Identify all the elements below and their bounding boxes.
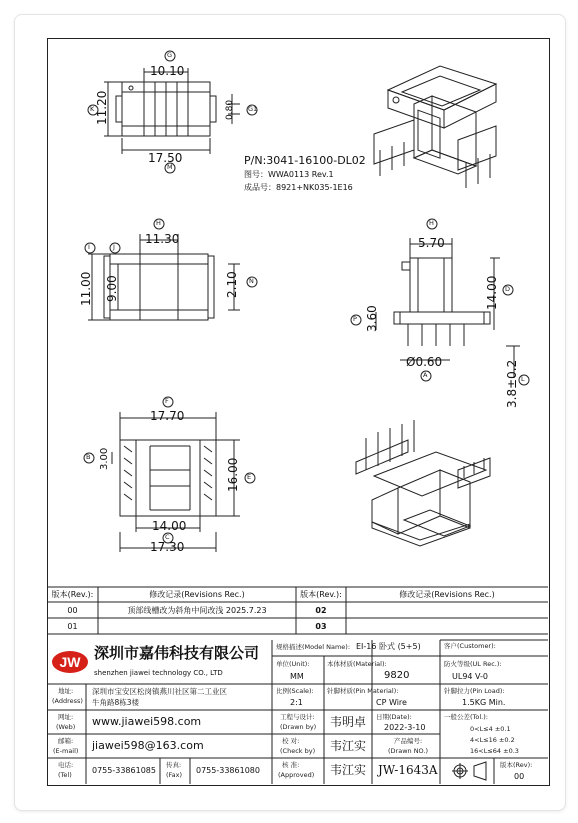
marker-h: H: [156, 219, 161, 227]
dim-side-inner: 9.00: [105, 275, 119, 302]
company-name-cn: 深圳市嘉伟科技有限公司: [94, 644, 260, 662]
rev-row-ver: 00: [67, 605, 78, 615]
model-label: 规格描述(Model Name):: [276, 643, 351, 651]
company-tel: 0755-33861085: [92, 766, 156, 775]
email-label-en: (E-mail): [53, 747, 79, 755]
address-label-en: (Address): [52, 697, 83, 705]
drawn-label: 工程与设计:: [280, 713, 315, 721]
dim-bottom-pitch: 3.00: [99, 447, 110, 470]
company-name-en: shenzhen jiawei technology CO., LTD: [94, 669, 223, 677]
drawing-number: 图号：WWA0113 Rev.1: [244, 170, 334, 179]
marker-g: G: [167, 51, 173, 59]
tol-line-3: 16<L≤64 ±0.3: [470, 747, 519, 755]
material-value: 9820: [384, 670, 410, 681]
iso-view-top: [374, 66, 496, 188]
dim-top-pin-gap: 0.80: [225, 99, 235, 120]
check-label-en: (Check by): [280, 747, 316, 755]
ul-label: 防火等级(UL Rec.):: [444, 660, 502, 668]
marker-m: M: [167, 163, 173, 171]
web-label: 网址:: [58, 713, 74, 721]
material-label: 本体材质(Material):: [327, 660, 387, 668]
pin-material-value: CP Wire: [376, 698, 407, 707]
marker-a: A: [423, 371, 428, 379]
marker-n: N: [249, 277, 254, 285]
date-label: 日期(Date):: [376, 713, 412, 721]
dim-bottom-inner: 14.00: [152, 519, 187, 533]
tol-line-2: 4<L≤16 ±0.2: [470, 736, 515, 744]
marker-k: K: [90, 105, 95, 113]
drawn-by: 韦明卓: [330, 715, 367, 729]
product-number: 成品号：8921+NK035-1E16: [244, 183, 353, 192]
dim-front-top: 5.70: [418, 236, 445, 250]
dim-front-base: 3.60: [365, 305, 379, 332]
marker-g1: G1: [248, 105, 258, 113]
dim-front-pin: Ø0.60: [406, 355, 443, 369]
rev-row-rec: 顶部线槽改为斜角中间改浅 2025.7.23: [127, 605, 267, 615]
projection-symbol: [452, 762, 486, 780]
dim-bottom-overall: 17.30: [150, 540, 185, 554]
rev-header-rec-2: 修改记录(Revisions Rec.): [399, 590, 495, 599]
fax-label-en: (Fax): [166, 771, 183, 779]
rev-value: 00: [514, 772, 525, 781]
tol-label: 一般公差(Tol.):: [444, 713, 488, 721]
dim-bottom-width: 17.70: [150, 409, 185, 423]
scale-label: 比例(Scale):: [276, 687, 314, 695]
date-value: 2022-3-10: [384, 723, 426, 732]
scale-value: 2:1: [290, 698, 303, 707]
rev-row-ver: 01: [67, 621, 78, 631]
checked-by: 韦江实: [330, 739, 367, 753]
unit-label: 单位(Unit):: [276, 660, 310, 668]
dim-top-width: 10.10: [150, 64, 185, 78]
dim-front-pin-len: 3.8±0.2: [505, 359, 519, 408]
company-fax: 0755-33861080: [196, 766, 260, 775]
part-number: P/N:3041-16100-DL02: [244, 154, 366, 167]
rev-header-rec: 修改记录(Revisions Rec.): [149, 590, 245, 599]
company-logo: JW: [52, 651, 88, 673]
pin-load-value: 1.5KG Min.: [462, 698, 506, 707]
document-number: JW-1643A: [378, 763, 438, 777]
marker-d: D: [505, 285, 511, 293]
tel-label-en: (Tel): [58, 771, 72, 779]
dim-top-height: 11.20: [95, 90, 109, 125]
drawn-no-label: 产品编号:: [394, 737, 423, 745]
ul-value: UL94 V-0: [452, 672, 489, 681]
approved-label: 核 准:: [282, 761, 300, 769]
rev-header-ver-2: 版本(Rev.):: [300, 590, 342, 599]
approved-by: 韦江实: [330, 763, 367, 777]
unit-value: MM: [290, 672, 304, 681]
approved-label-en: (Approved): [278, 771, 315, 779]
dim-side-height: 11.00: [79, 271, 93, 306]
rev-label: 版本(Rev):: [500, 761, 533, 769]
drawn-no-label-en: (Drawn NO.): [388, 747, 429, 755]
marker-p: P: [353, 315, 357, 323]
marker-i: I: [88, 243, 90, 251]
dim-side-flange: 2.10: [225, 271, 239, 298]
rev-row-ver-2: 03: [315, 621, 327, 631]
iso-view-bottom: [356, 420, 490, 546]
fax-label: 传真:: [166, 761, 182, 769]
rev-row-ver-2: 02: [315, 605, 327, 615]
pin-material-label: 针脚材质(Pin Material):: [327, 687, 399, 695]
check-label: 校 对:: [282, 737, 300, 745]
drawn-label-en: (Drawn by): [280, 723, 317, 731]
address-line-2: 牛角路8栋3楼: [92, 698, 140, 707]
tel-label: 电话:: [58, 761, 74, 769]
marker-c: C: [165, 533, 170, 541]
rev-header-ver: 版本(Rev.):: [51, 590, 94, 599]
marker-b: B: [86, 453, 91, 461]
company-email[interactable]: jiawei598@163.com: [92, 739, 204, 752]
marker-f: F: [165, 397, 169, 405]
web-label-en: (Web): [56, 723, 76, 731]
company-website[interactable]: www.jiawei598.com: [92, 715, 202, 728]
tol-line-1: 0<L≤4 ±0.1: [470, 725, 511, 733]
marker-l: L: [521, 375, 525, 383]
dim-bottom-height: 16.00: [226, 457, 240, 492]
model-name: EI-16 卧式 (5+5): [356, 642, 421, 651]
dim-front-height: 14.00: [485, 275, 499, 310]
pin-load-label: 针脚拉力(Pin Load):: [444, 687, 505, 695]
marker-h2: H: [429, 219, 434, 227]
address-line-1: 深圳市宝安区松岗镇燕川社区第二工业区: [92, 687, 227, 696]
marker-j: J: [113, 243, 115, 251]
marker-e: E: [247, 473, 252, 481]
dim-top-overall: 17.50: [148, 151, 183, 165]
dim-side-width: 11.30: [145, 232, 180, 246]
address-label: 地址:: [58, 687, 74, 695]
customer-label: 客户(Customer):: [444, 642, 496, 650]
email-label: 邮箱:: [58, 737, 74, 745]
